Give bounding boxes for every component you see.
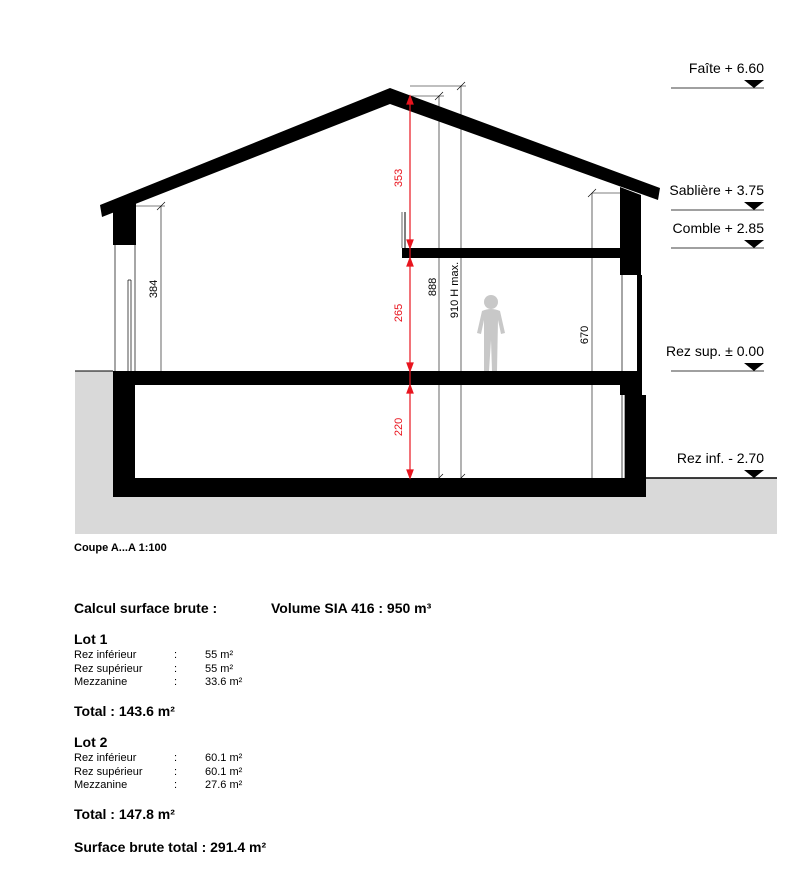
area-sep: : bbox=[174, 676, 178, 688]
level-label-sabliere: Sablière + 3.75 bbox=[669, 182, 764, 198]
list-item bbox=[74, 676, 374, 690]
dim-facade-height: 670 bbox=[579, 325, 591, 345]
lot-2 bbox=[74, 734, 374, 793]
dim-upper-floor-height: 265 bbox=[393, 303, 405, 323]
level-label-rez-inf: Rez inf. - 2.70 bbox=[676, 450, 764, 466]
area-value: 55 m² bbox=[205, 662, 234, 675]
dim-lower-floor-height: 220 bbox=[393, 417, 405, 437]
right-upper-wall bbox=[620, 187, 641, 275]
basement-slab bbox=[113, 478, 646, 497]
lot-2-total: Total : 147.8 m² bbox=[74, 806, 175, 822]
area-value: 33.6 m² bbox=[205, 676, 243, 688]
level-label-comble: Comble + 2.85 bbox=[672, 220, 764, 236]
level-marker-faite bbox=[744, 80, 764, 88]
area-label: Rez inférieur bbox=[74, 752, 137, 764]
floor-slab bbox=[113, 371, 642, 385]
right-wall-lower bbox=[637, 275, 642, 385]
dimension-lines bbox=[136, 82, 620, 482]
dim-total-888: 888 bbox=[427, 277, 439, 297]
area-value: 60.1 m² bbox=[205, 752, 243, 764]
area-sep: : bbox=[174, 765, 178, 778]
dim-attic-height: 353 bbox=[393, 168, 405, 188]
level-marker-rez-inf bbox=[744, 470, 764, 478]
ground-fill bbox=[75, 371, 777, 534]
grand-total: Surface brute total : 291.4 m² bbox=[74, 839, 267, 855]
drawing-caption: Coupe A...A 1:100 bbox=[74, 542, 167, 554]
lot-1 bbox=[74, 631, 374, 690]
level-label-faite: Faîte + 6.60 bbox=[688, 60, 764, 76]
volume-title: Volume SIA 416 : 950 m³ bbox=[271, 600, 432, 616]
level-marker-rez-sup bbox=[744, 363, 764, 371]
area-sep: : bbox=[174, 649, 178, 661]
lot-title: Lot 1 bbox=[74, 631, 108, 647]
area-sep: : bbox=[174, 662, 178, 675]
mezzanine-slab bbox=[402, 248, 641, 258]
area-value: 60.1 m² bbox=[205, 765, 243, 778]
person-silhouette bbox=[477, 295, 505, 371]
level-marker-sabliere bbox=[744, 202, 764, 210]
left-eave-block bbox=[113, 203, 136, 245]
area-label: Mezzanine bbox=[74, 779, 128, 791]
level-marker-comble bbox=[744, 240, 764, 248]
area-label: Rez supérieur bbox=[74, 765, 143, 778]
wall-lines bbox=[115, 245, 625, 478]
dim-eave-height: 384 bbox=[148, 279, 160, 299]
list-item bbox=[74, 766, 374, 780]
list-item bbox=[74, 663, 374, 677]
list-item bbox=[74, 779, 374, 793]
lot-1-total: Total : 143.6 m² bbox=[74, 703, 175, 719]
list-item bbox=[74, 649, 374, 663]
lot-title: Lot 2 bbox=[74, 734, 108, 750]
area-sep: : bbox=[174, 752, 178, 764]
roof bbox=[100, 88, 660, 217]
area-sep: : bbox=[174, 779, 178, 791]
area-value: 55 m² bbox=[205, 649, 234, 661]
list-item bbox=[74, 752, 374, 766]
red-dimension-chain bbox=[407, 96, 413, 478]
level-markers bbox=[666, 60, 764, 478]
area-label: Mezzanine bbox=[74, 676, 128, 688]
level-label-rez-sup: Rez sup. ± 0.00 bbox=[666, 343, 764, 359]
dim-max-height: 910 H max. bbox=[449, 261, 461, 319]
area-label: Rez supérieur bbox=[74, 662, 143, 675]
area-label: Rez inférieur bbox=[74, 649, 137, 661]
calc-title: Calcul surface brute : bbox=[74, 600, 218, 616]
area-value: 27.6 m² bbox=[205, 779, 243, 791]
